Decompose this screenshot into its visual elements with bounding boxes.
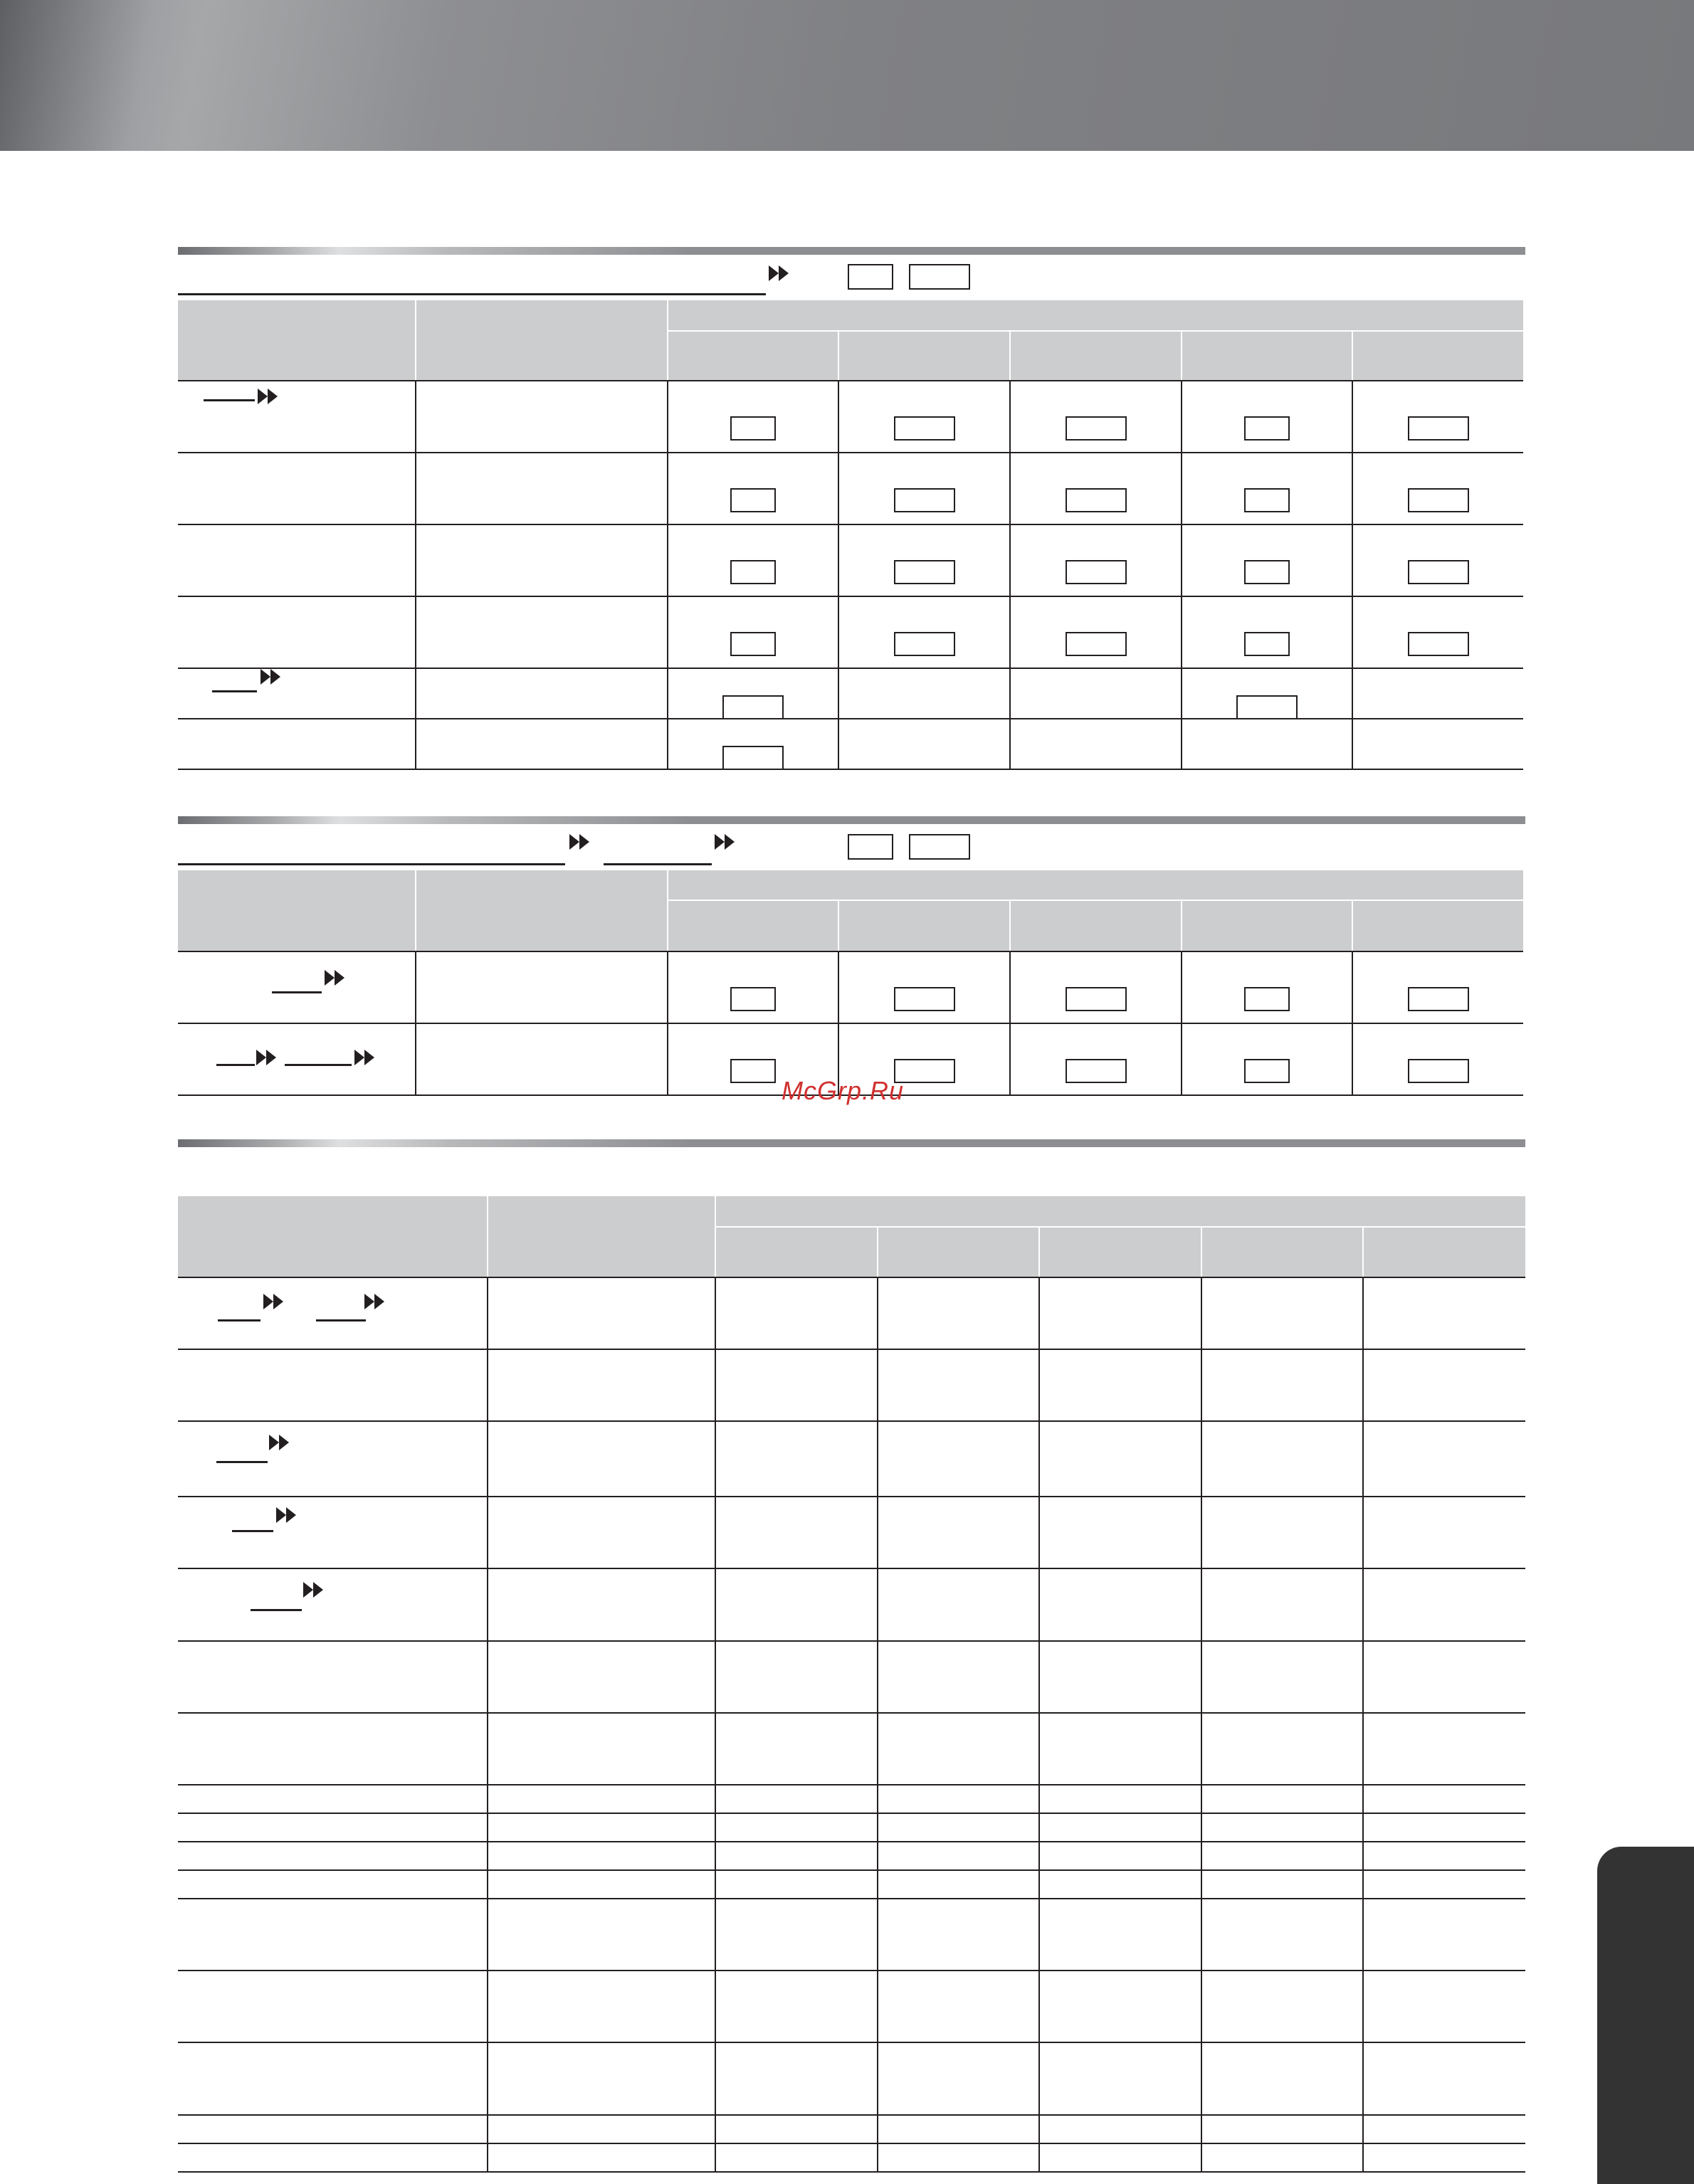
- section-2-table: [178, 870, 1523, 1096]
- subcol-header-3: [1010, 331, 1182, 381]
- table-row: [178, 2115, 1525, 2143]
- double-arrow-right-icon: [715, 834, 736, 850]
- section-1-rule: [178, 247, 1525, 255]
- col-header-1: [178, 300, 416, 381]
- section-2-rule: [178, 816, 1525, 824]
- table-row: [178, 1785, 1525, 1813]
- col-header-group: [668, 870, 1523, 900]
- col-header-group: [715, 1196, 1525, 1227]
- col-header-2: [488, 1196, 715, 1277]
- col-header-2: [416, 300, 668, 381]
- section-1-title-underline: [178, 293, 766, 295]
- section-2-title-underline-b: [604, 863, 712, 865]
- table-row: [178, 2143, 1525, 2172]
- watermark-text: McGrp.Ru: [782, 1076, 905, 1105]
- table-row: [178, 1842, 1525, 1870]
- subcol-header-2: [838, 331, 1010, 381]
- subcol-header-3: [1039, 1227, 1201, 1277]
- subcol-header-1: [715, 1227, 878, 1277]
- table-row: [178, 719, 1523, 769]
- table-row: [178, 1568, 1525, 1641]
- table-row: [178, 453, 1523, 524]
- section-1-table: [178, 300, 1523, 770]
- table-row: [178, 1421, 1525, 1497]
- subcol-header-1: [668, 331, 838, 381]
- subcol-header-3: [1010, 900, 1182, 951]
- col-header-1: [178, 870, 416, 951]
- section-1-title-box-b: [909, 264, 970, 290]
- table-row: [178, 951, 1523, 1023]
- subcol-header-2: [838, 900, 1010, 951]
- section-1-title-box-a: [848, 264, 893, 290]
- table-row: [178, 1641, 1525, 1713]
- double-arrow-right-icon: [569, 834, 591, 850]
- table-row: [178, 1713, 1525, 1785]
- page-header-band: [0, 0, 1694, 151]
- section-3-rule: [178, 1139, 1525, 1147]
- col-header-2: [416, 870, 668, 951]
- table-row: [178, 1971, 1525, 2042]
- col-header-1: [178, 1196, 488, 1277]
- table-row: [178, 596, 1523, 668]
- table-row: [178, 1349, 1525, 1421]
- subcol-header-1: [668, 900, 838, 951]
- table-row: [178, 668, 1523, 719]
- table-row: [178, 524, 1523, 596]
- col-header-group: [668, 300, 1523, 331]
- section-2-title-box-b: [909, 834, 970, 860]
- section-2-title-underline-a: [178, 863, 565, 865]
- subcol-header-5: [1352, 331, 1523, 381]
- subcol-header-4: [1201, 1227, 1363, 1277]
- subcol-header-5: [1352, 900, 1523, 951]
- subcol-header-2: [878, 1227, 1039, 1277]
- table-row: [178, 2042, 1525, 2115]
- section-2-title-box-a: [848, 834, 893, 860]
- subcol-header-4: [1182, 331, 1352, 381]
- table-row: [178, 381, 1523, 453]
- table-row: [178, 1870, 1525, 1899]
- double-arrow-right-icon: [769, 265, 790, 281]
- side-section-tab: [1597, 1847, 1694, 2184]
- table-row: [178, 1813, 1525, 1842]
- subcol-header-4: [1182, 900, 1352, 951]
- table-row: [178, 1899, 1525, 1971]
- section-3-table: [178, 1196, 1525, 2173]
- table-row: [178, 1277, 1525, 1349]
- table-row: [178, 1497, 1525, 1568]
- subcol-header-5: [1363, 1227, 1525, 1277]
